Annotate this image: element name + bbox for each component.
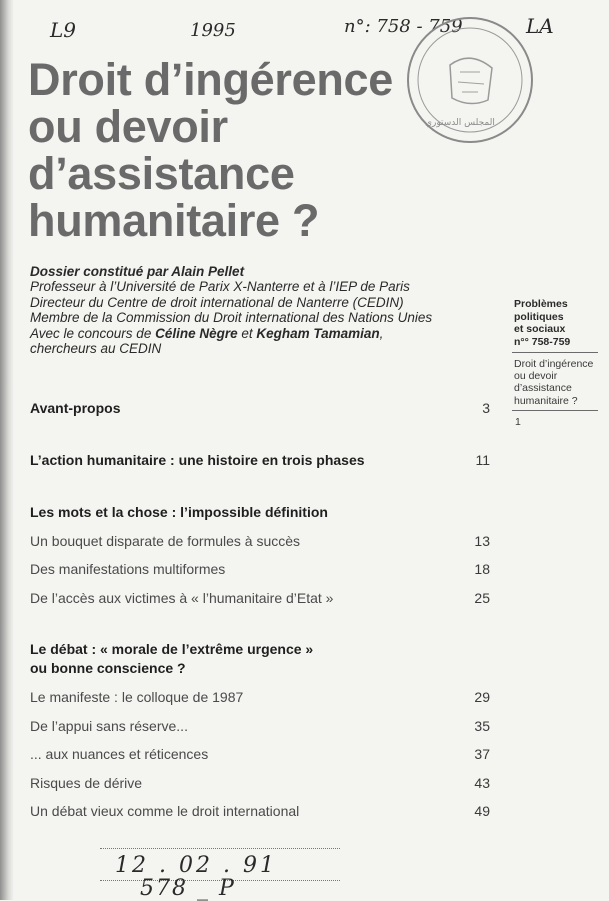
title-line: ou devoir: [28, 101, 228, 152]
toc-page: 29: [474, 689, 490, 705]
toc-page: 43: [474, 775, 490, 791]
handwritten-date: 12 . 02 . 91: [115, 853, 277, 878]
toc-item: Un bouquet disparate de formules à succès: [30, 533, 301, 549]
handwritten-year: 1995: [190, 20, 236, 41]
toc-page: 11: [475, 452, 490, 468]
toc-heading: ou bonne conscience ?: [30, 660, 186, 676]
toc-page: 49: [474, 803, 490, 819]
contributor-name: Kegham Tamamian: [256, 325, 380, 341]
sidebar-rule: [512, 352, 598, 353]
stamp-text: المجلس الدستوري: [425, 118, 495, 128]
series-title: Problèmes: [514, 298, 568, 310]
subtitle-line: Droit d’ingérence: [514, 358, 594, 370]
toc-page: 18: [474, 561, 490, 577]
toc-heading: Les mots et la chose : l’impossible définition: [30, 504, 328, 520]
toc-page: 25: [474, 590, 490, 606]
dossier-credits: [30, 264, 432, 356]
title-line: Droit d’ingérence: [28, 54, 393, 105]
handwritten-code: LA: [526, 14, 554, 38]
toc-item: Des manifestations multiformes: [30, 561, 226, 577]
sidebar-page-number: 1: [515, 416, 521, 428]
contributor-name: Céline Nègre: [155, 325, 238, 341]
scan-shadow-edge: [0, 0, 14, 900]
dossier-concours: Avec le concours de Céline Nègre et Kegham Tamamian,: [30, 325, 384, 341]
toc-heading: Avant-propos: [30, 400, 121, 416]
subtitle-line: ou devoir: [514, 370, 558, 383]
toc-page: 13: [474, 533, 490, 549]
toc-item: Un débat vieux comme le droit international: [30, 803, 300, 819]
toc-page: 35: [474, 718, 490, 734]
dossier-line: Membre de la Commission du Droit international des Nations Unies: [30, 310, 433, 326]
subtitle-line: humanitaire ?: [514, 394, 578, 407]
sidebar-rule: [512, 410, 598, 411]
handwritten-number: L9: [50, 18, 77, 42]
stamp-line: [100, 848, 340, 849]
issue-number: n°° 758-759: [514, 335, 571, 348]
series-title: et sociaux: [514, 323, 566, 335]
toc-page: 37: [474, 746, 490, 762]
title-line: d’assistance: [28, 148, 295, 199]
dossier-line: Directeur du Centre de droit international de Nanterre (CEDIN): [30, 294, 404, 310]
document-title: [28, 56, 393, 244]
toc-page: 3: [482, 400, 490, 416]
toc-item: De l’accès aux victimes à « l’humanitaire d’Etat »: [30, 590, 334, 606]
library-stamp: [400, 10, 540, 150]
series-title: politiques: [514, 310, 564, 323]
toc-heading: Le débat : « morale de l’extrême urgence »: [30, 641, 314, 657]
toc-item: Risques de dérive: [30, 775, 143, 791]
toc-item: ... aux nuances et réticences: [30, 746, 209, 762]
dossier-line: Professeur à l’Université de Parix X-Nanterre et à l’IEP de Paris: [30, 279, 410, 295]
toc-heading: L’action humanitaire : une histoire en trois phases: [30, 452, 365, 468]
handwritten-registration: 578 _ P: [140, 876, 236, 901]
toc-item: De l’appui sans réserve...: [30, 718, 188, 734]
dossier-line: chercheurs au CEDIN: [30, 341, 162, 357]
title-line: humanitaire ?: [28, 195, 320, 246]
subtitle-line: d’assistance: [514, 382, 572, 395]
dossier-lead: Dossier constitué par Alain Pellet: [30, 264, 245, 279]
series-block: [514, 298, 570, 348]
sidebar-subtitle: [514, 358, 593, 407]
handwritten-reference: n°: 758 - 759: [344, 16, 463, 37]
toc-item: Le manifeste : le colloque de 1987: [30, 689, 244, 705]
